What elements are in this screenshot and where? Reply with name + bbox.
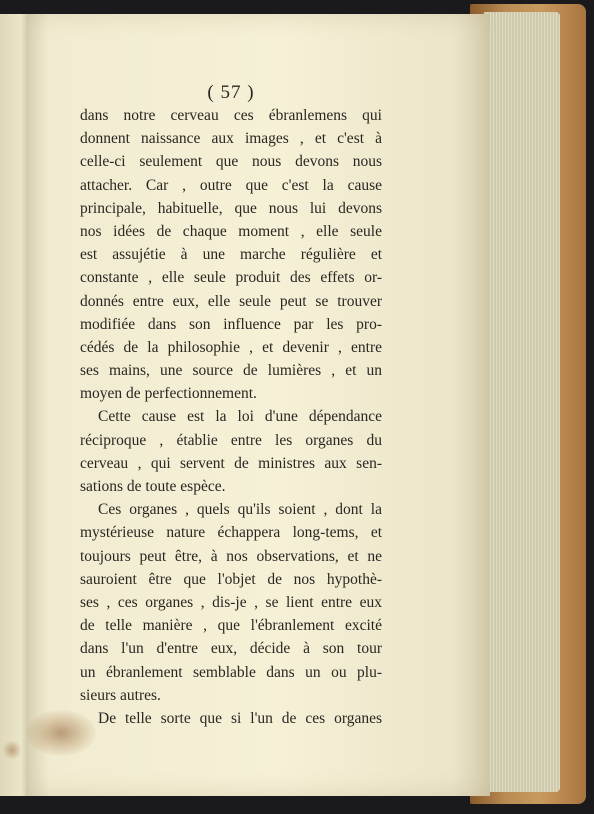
text-line: dans l'un d'entre eux, décide à son tour [80,640,382,658]
text-line: un ébranlement semblable dans un ou plu- [80,663,382,681]
text-line: sieurs autres. [80,686,161,704]
text-line: moyen de perfectionnement. [80,385,257,403]
foxing-stain-small [2,740,22,760]
text-line: attacher. Car , outre que c'est la cause [80,176,382,194]
text-line: sauroient être que l'objet de nos hypothè- [80,570,382,588]
paragraph [80,707,382,730]
paragraph [80,104,382,405]
text-line: cédés de la philosophie , et devenir , entre [80,338,382,356]
page-number: ( 57 ) [207,82,255,103]
text-line: sations de toute espèce. [80,478,226,495]
text-line: toujours peut être, à nos observations, et ne [80,547,382,565]
paragraph [80,405,382,498]
text-line: Ces organes , quels qu'ils soient , dont la [98,501,382,519]
text-line: mystérieuse nature échappera long-tems, et [80,524,382,542]
text-line: donnés entre eux, elle seule peut se trouver [80,292,382,310]
text-line: réciproque , établie entre les organes du [80,431,382,449]
text-line: donnent naissance aux images , et c'est à [80,130,382,148]
text-line: ses mains, une source de lumières , et un [80,362,382,380]
text-line: modifiée dans son influence par les pro- [80,315,382,333]
text-line: cerveau , qui servent de ministres aux sen- [80,454,382,472]
text-line: constante , elle seule produit des effets or- [80,269,382,287]
text-line: Cette cause est la loi d'une dépendance [98,408,382,426]
text-line: est assujétie à une marche régulière et [80,246,382,264]
text-line: principale, habituelle, que nous lui devons [80,199,382,217]
paragraph [80,498,382,707]
text-line: dans notre cerveau ces ébranlemens qui [80,107,382,124]
page-edges [484,12,560,792]
text-line: nos idées de chaque moment , elle seule [80,222,382,240]
text-line: de telle manière , que l'ébranlement excité [80,617,382,635]
text-line: De telle sorte que si l'un de ces organes [98,709,382,727]
body-text [80,104,382,730]
text-line: celle-ci seulement que nous devons nous [80,153,382,171]
text-line: ses , ces organes , dis-je , se lient entre eux [80,593,382,611]
